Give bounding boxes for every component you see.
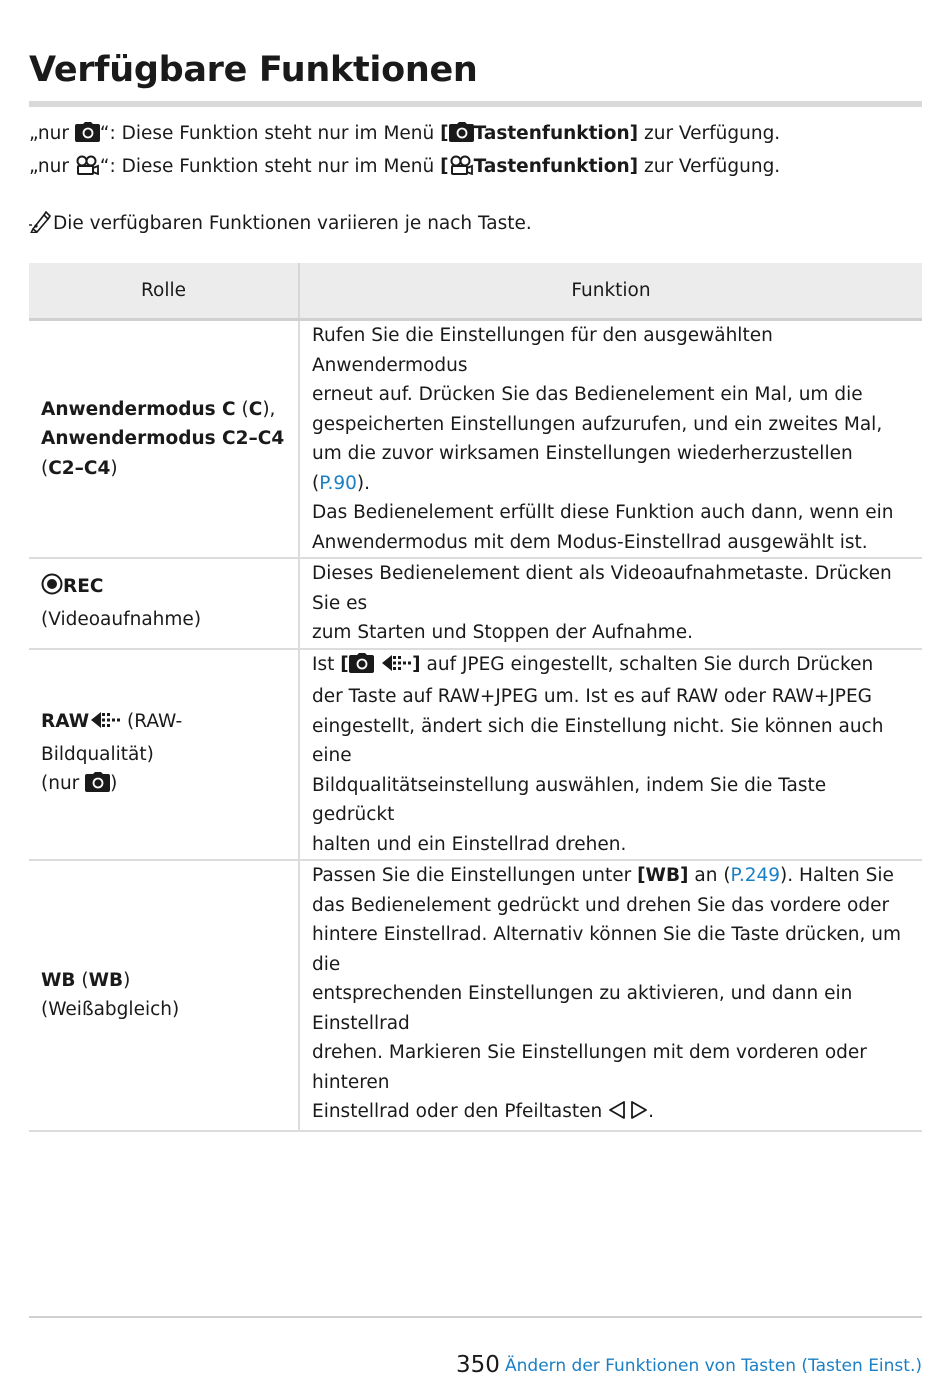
desc-line: erneut auf. Drücken Sie das Bedienelement ein Mal, um die: [312, 384, 863, 405]
function-cell: [299, 649, 922, 861]
intro-bracket: [: [440, 123, 449, 144]
desc-text: an (: [688, 865, 731, 886]
desc-text: auf JPEG eingestellt, schalten Sie durch Drücken: [420, 653, 874, 675]
desc-line: der Taste auf RAW+JPEG um. Ist es auf RAW oder RAW+JPEG: [312, 686, 872, 707]
record-icon: [41, 573, 63, 605]
desc-line: eingestellt, ändert sich die Einstellung nicht. Sie können auch eine: [312, 715, 884, 766]
desc-line: [312, 861, 910, 891]
intro-prefix: „nur: [29, 156, 75, 177]
intro-line-still: [29, 122, 780, 149]
desc-text: .: [648, 1101, 655, 1122]
intro-mid: “: Diese Funktion steht nur im Menü: [99, 123, 441, 144]
role-subtitle: (Weißabgleich): [41, 999, 180, 1021]
desc-line: zum Starten und Stoppen der Aufnahme.: [312, 622, 693, 643]
desc-text: Einstellrad oder den Pfeiltasten: [312, 1101, 609, 1122]
role-paren: ),: [262, 398, 276, 420]
image-quality-icon: [380, 653, 412, 683]
desc-line: gespeicherten Einstellungen aufzurufen, und ein zweites Mal,: [312, 413, 883, 435]
role-abbrev: C2–C4: [48, 457, 111, 479]
menu-bracket: [: [340, 653, 349, 675]
tip-pen-icon: [29, 209, 51, 240]
menu-name: Tastenfunktion]: [473, 123, 639, 144]
desc-text: Ist: [312, 653, 341, 675]
function-cell: [299, 860, 922, 1131]
role-paren: ): [110, 457, 118, 479]
desc-line: Das Bedienelement erfüllt diese Funktion auch dann, wenn ein: [312, 502, 894, 523]
table-row: [29, 320, 922, 559]
section-link[interactable]: Ändern der Funktionen von Tasten (Tasten Einst.): [505, 1356, 922, 1376]
movie-camera-icon: [449, 155, 474, 182]
function-cell: [299, 320, 922, 559]
role-name: REC: [63, 576, 104, 598]
role-abbrev: C: [248, 398, 263, 420]
image-quality-icon: [89, 710, 121, 740]
arrow-left-right-icon: [608, 1100, 648, 1130]
menu-name: Tastenfunktion]: [473, 156, 639, 177]
role-cell: [29, 649, 299, 861]
role-subtitle: (RAW-: [121, 711, 183, 732]
table-row: [29, 558, 922, 649]
role-paren: (: [235, 398, 249, 420]
page-ref-link[interactable]: P.249: [730, 865, 781, 886]
desc-line: das Bedienelement gedrückt und drehen Sie das vordere oder: [312, 894, 890, 916]
intro-prefix: „nur: [29, 123, 75, 144]
role-cell: [29, 558, 299, 649]
menu-item-ref: [WB]: [637, 865, 689, 886]
role-name: WB: [41, 969, 76, 991]
role-name: RAW: [41, 711, 90, 732]
role-subtitle: Bildqualität): [41, 743, 154, 765]
intro-line-movie: [29, 155, 780, 182]
table-row: [29, 649, 922, 861]
desc-line: Bildqualitätseinstellung auswählen, indem Sie die Taste gedrückt: [312, 774, 827, 825]
role-cell: [29, 860, 299, 1131]
role-note: (nur: [41, 773, 86, 794]
desc-text: ).: [356, 472, 371, 494]
desc-line: Anwendermodus mit dem Modus-Einstellrad ausgewählt ist.: [312, 531, 868, 553]
role-paren: ): [123, 969, 131, 991]
intro-suffix: zur Verfügung.: [638, 156, 781, 177]
desc-text: Passen Sie die Einstellungen unter: [312, 865, 638, 886]
role-cell: [29, 320, 299, 559]
desc-line: [312, 650, 910, 683]
page-number: 350: [456, 1352, 500, 1378]
intro-bracket: [: [440, 156, 449, 177]
desc-line: halten und ein Einstellrad drehen.: [312, 833, 627, 855]
intro-suffix: zur Verfügung.: [638, 123, 781, 144]
functions-table: [29, 263, 922, 1132]
desc-line: [312, 439, 910, 498]
role-paren: (: [75, 969, 89, 991]
note-line: [29, 209, 532, 240]
title-divider: [29, 101, 922, 107]
desc-line: drehen. Markieren Sie Einstellungen mit dem vorderen oder hinteren: [312, 1042, 867, 1093]
intro-mid: “: Diese Funktion steht nur im Menü: [99, 156, 441, 177]
desc-line: Rufen Sie die Einstellungen für den ausgewählten Anwendermodus: [312, 325, 773, 376]
role-paren: (: [41, 457, 49, 479]
table-row: [29, 860, 922, 1131]
note-text: Die verfügbaren Funktionen variieren je nach Taste.: [53, 213, 532, 234]
role-abbrev: WB: [88, 969, 124, 991]
camera-icon: [349, 653, 374, 683]
desc-text: ). Halten Sie: [780, 865, 894, 886]
footer-divider: [29, 1316, 922, 1318]
desc-line: Dieses Bedienelement dient als Videoaufnahmetaste. Drücken Sie es: [312, 563, 892, 614]
desc-line: [312, 1097, 910, 1130]
camera-icon: [449, 122, 474, 149]
desc-line: hintere Einstellrad. Alternativ können Sie die Taste drücken, um die: [312, 924, 901, 975]
menu-bracket: ]: [412, 653, 421, 675]
desc-text: um die zuvor wirksamen Einstellungen wiederherzustellen (: [312, 443, 853, 494]
page-title: Verfügbare Funktionen: [29, 50, 478, 90]
role-name: Anwendermodus C2–C4: [41, 428, 285, 450]
desc-line: entsprechenden Einstellungen zu aktivieren, und dann ein Einstellrad: [312, 983, 853, 1034]
movie-camera-icon: [75, 155, 100, 182]
role-note: ): [110, 773, 118, 794]
role-subtitle: (Videoaufnahme): [41, 608, 202, 630]
camera-icon: [75, 122, 100, 149]
table-header-row: [29, 263, 922, 320]
page-ref-link[interactable]: P.90: [319, 472, 357, 494]
header-role: Rolle: [29, 263, 299, 320]
camera-icon: [85, 772, 110, 802]
role-name: Anwendermodus C: [41, 398, 236, 420]
header-function: Funktion: [299, 263, 922, 320]
function-cell: [299, 558, 922, 649]
